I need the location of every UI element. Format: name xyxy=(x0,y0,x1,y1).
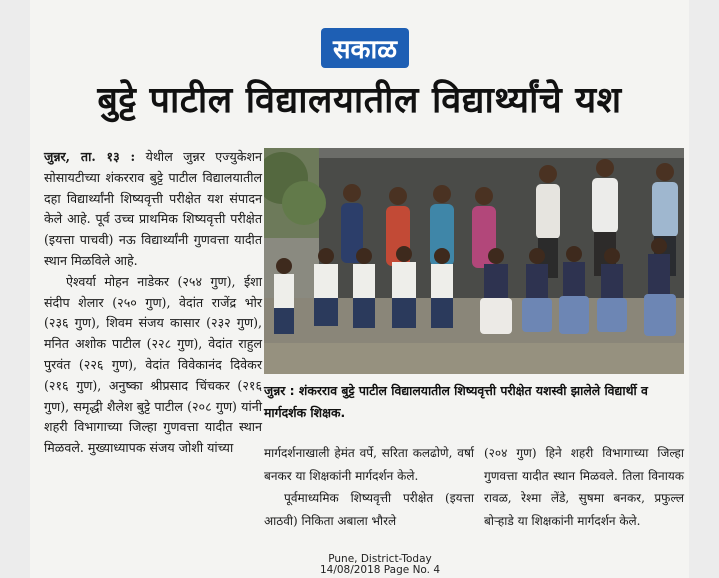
source-edition: Pune, District-Today xyxy=(328,553,432,565)
source-footer xyxy=(300,554,460,576)
article-paragraph: मार्गदर्शनाखाली हेमंत वर्पे, सरिता कलढोणे, वर्षा बनकर या शिक्षकांनी मार्गदर्शन केले. xyxy=(264,446,474,483)
article-paragraph xyxy=(44,147,262,272)
newspaper-logo xyxy=(321,28,409,68)
article-paragraph: ऐश्वर्या मोहन नाडेकर (२५४ गुण), ईशा संदीप शेलार (२५० गुण), वेदांत राजेंद्र भोर (२३६ गुण), शिवम संजय कासार (२३२ गुण), मनित अशोक पाटील (२२८ गुण), वेदांत राहुल पुरवंत (२२६ गुण), वेदांत विवेकानंद दिवेकर (२१६ गुण), अनुष्का श्रीप्रसाद चिंचकर (२१६ गुण), समृद्धी शैलेश बुट्टे पाटील (२०८ गुण) यांनी शहरी विभागाच्या जिल्हा गुणवत्ता यादीत स्थान मिळवले. मुख्याध्यापक संजय जोशी यांच्या xyxy=(44,273,262,456)
article-column-2 xyxy=(264,442,474,532)
photo-caption: जुन्नर : शंकरराव बुट्टे पाटील विद्यालयातील शिष्यवृत्ती परीक्षेत यशस्वी झालेले विद्यार्थी व मार्गदर्शक शिक्षक. xyxy=(264,383,648,420)
article-column-1 xyxy=(44,147,262,459)
article-paragraph: (२०४ गुण) हिने शहरी विभागाच्या जिल्हा गुणवत्ता यादीत स्थान मिळवले. तिला विनायक रावळ, रेश्मा लेंडे, सुषमा बनकर, प्रफुल्ल बोऱ्हाडे या शिक्षकांनी मार्गदर्शन केले. xyxy=(484,446,684,528)
logo-text: सकाळ xyxy=(332,35,398,65)
newspaper-clipping xyxy=(30,0,689,578)
article-column-3 xyxy=(484,442,684,532)
dateline: जुन्नर, ता. १३ : xyxy=(44,149,136,164)
source-date-page: 14/08/2018 Page No. 4 xyxy=(319,564,441,576)
article-headline: बुट्टे पाटील विद्यालयातील विद्यार्थ्यांचे यश xyxy=(97,80,622,121)
group-photo xyxy=(264,148,684,374)
paragraph-text: येथील जुन्नर एज्युकेशन सोसायटीच्या शंकरराव बुट्टे पाटील विद्यालयातील दहा विद्यार्थ्यांनी शिष्यवृत्ती परीक्षेत यश संपादन केले आहे. पूर्व उच्च प्राथमिक शिष्यवृत्ती परीक्षेत (इयत्ता पाचवी) नऊ विद्यार्थ्यांनी गुणवत्ता यादीत स्थान मिळविले आहे. xyxy=(44,149,262,268)
article-paragraph: पूर्वमाध्यमिक शिष्यवृत्ती परीक्षेत (इयत्ता आठवी) निकिता अबाला भौरले xyxy=(264,491,474,528)
